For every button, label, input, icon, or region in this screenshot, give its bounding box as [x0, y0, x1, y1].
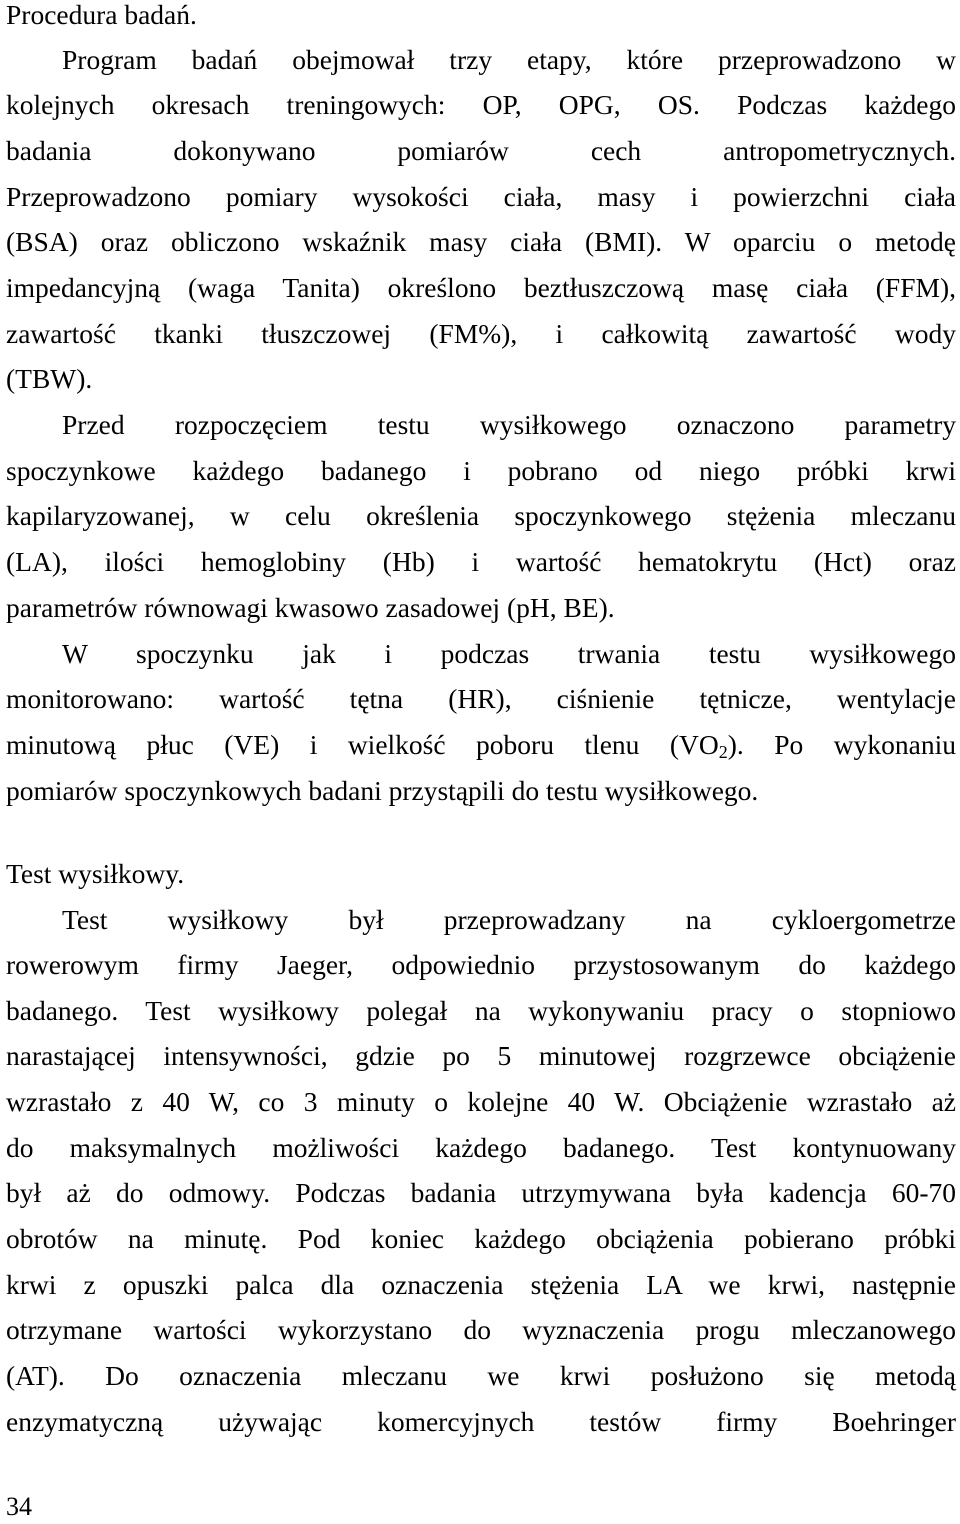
vo2-text-after: ). Po wykonaniu — [727, 729, 956, 760]
section-heading-exercise-test: Test wysiłkowy. — [6, 858, 185, 889]
paragraph-line: Program badań obejmował trzy etapy, które przeprowadzono w — [62, 44, 956, 75]
paragraph-line: otrzymane wartości wykorzystano do wyznaczenia progu mleczanowego — [6, 1314, 956, 1345]
paragraph-line: monitorowano: wartość tętna (HR), ciśnienie tętnicze, wentylacje — [6, 683, 956, 714]
paragraph-line: krwi z opuszki palca dla oznaczenia stężenia LA we krwi, następnie — [6, 1269, 956, 1300]
paragraph-line: (AT). Do oznaczenia mleczanu we krwi posłużono się metodą — [6, 1360, 956, 1391]
paragraph-line: narastającej intensywności, gdzie po 5 minutowej rozgrzewce obciążenie — [6, 1040, 956, 1071]
paragraph-line: (TBW). — [6, 363, 93, 394]
paragraph-line: zawartość tkanki tłuszczowej (FM%), i całkowitą zawartość wody — [6, 318, 956, 349]
paragraph-line: rowerowym firmy Jaeger, odpowiednio przystosowanym do każdego — [6, 949, 956, 980]
paragraph-line: enzymatyczną używając komercyjnych testów firmy Boehringer — [6, 1406, 956, 1437]
paragraph-line: badania dokonywano pomiarów cech antropometrycznych. — [6, 135, 956, 166]
paragraph-line: pomiarów spoczynkowych badani przystąpili do testu wysiłkowego. — [6, 775, 759, 806]
paragraph-line: kolejnych okresach treningowych: OP, OPG, OS. Podczas każdego — [6, 89, 956, 120]
section-heading-procedure: Procedura badań. — [6, 0, 197, 30]
paragraph-line: kapilaryzowanej, w celu określenia spoczynkowego stężenia mleczanu — [6, 500, 956, 531]
paragraph-line: Przed rozpoczęciem testu wysiłkowego oznaczono parametry — [62, 409, 956, 440]
vo2-subscript: 2 — [718, 742, 728, 762]
paragraph-line: Przeprowadzono pomiary wysokości ciała, masy i powierzchni ciała — [6, 181, 956, 212]
paragraph-line: parametrów równowagi kwasowo zasadowej (pH, BE). — [6, 592, 615, 623]
paragraph-line: (LA), ilości hemoglobiny (Hb) i wartość hematokrytu (Hct) oraz — [6, 546, 956, 577]
paragraph-line: do maksymalnych możliwości każdego badanego. Test kontynuowany — [6, 1132, 956, 1163]
paragraph-line-vo2 — [6, 723, 956, 767]
vo2-text-before: minutową płuc (VE) i wielkość poboru tlenu (VO — [6, 729, 719, 760]
paragraph-line: badanego. Test wysiłkowy polegał na wykonywaniu pracy o stopniowo — [6, 995, 956, 1026]
page-number: 34 — [6, 1492, 32, 1521]
paragraph-line: obrotów na minutę. Pod koniec każdego obciążenia pobierano próbki — [6, 1223, 956, 1254]
paragraph-line: spoczynkowe każdego badanego i pobrano od niego próbki krwi — [6, 455, 956, 486]
paragraph-line: wzrastało z 40 W, co 3 minuty o kolejne 40 W. Obciążenie wzrastało aż — [6, 1086, 956, 1117]
document-page — [6, 0, 956, 1523]
paragraph-line: (BSA) oraz obliczono wskaźnik masy ciała (BMI). W oparciu o metodę — [6, 226, 956, 257]
paragraph-line: impedancyjną (waga Tanita) określono beztłuszczową masę ciała (FFM), — [6, 272, 956, 303]
paragraph-line: W spoczynku jak i podczas trwania testu wysiłkowego — [62, 638, 956, 669]
paragraph-line: był aż do odmowy. Podczas badania utrzymywana była kadencja 60-70 — [6, 1177, 956, 1208]
paragraph-line: Test wysiłkowy był przeprowadzany na cykloergometrze — [62, 904, 956, 935]
